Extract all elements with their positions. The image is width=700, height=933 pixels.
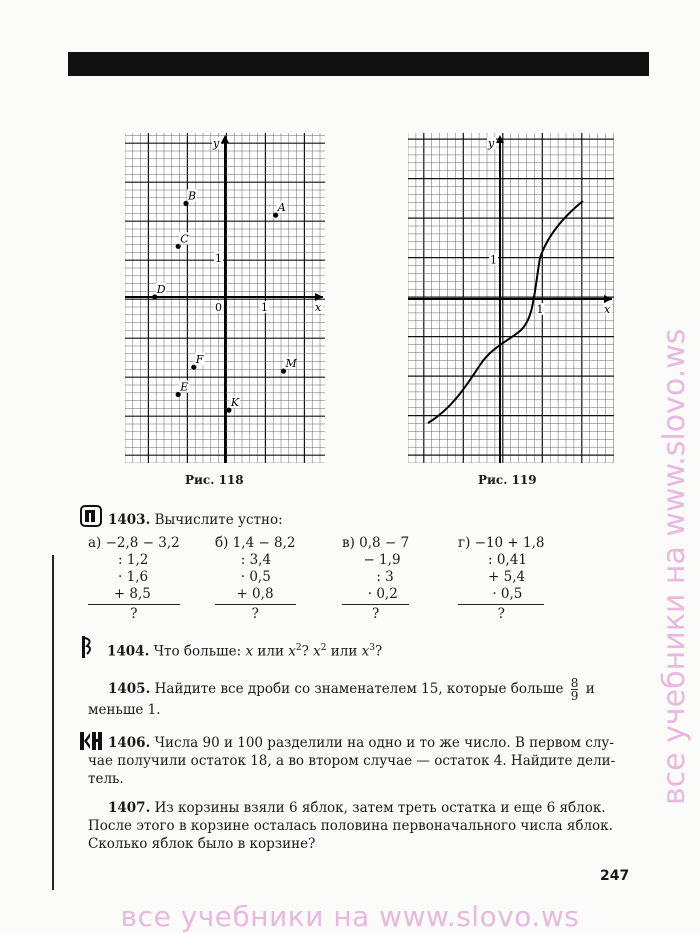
exercise-text: Вычислите устно: (154, 512, 283, 528)
figure-119-caption: Рис. 119 (478, 473, 537, 487)
exercise-number: 1407. (108, 800, 151, 816)
calc-answer: ? (251, 606, 259, 622)
bottom-watermark: все учебники на www.slovo.ws (120, 900, 580, 933)
exercise-number: 1406. (108, 735, 151, 751)
calc-step: + 0,8 (215, 586, 274, 602)
exercise-text: или (253, 643, 289, 660)
exercise-1406-line3: тель. (88, 771, 124, 787)
var: x (313, 643, 321, 660)
origin-label: 0 (215, 301, 222, 314)
fraction-numerator: 8 (570, 676, 579, 690)
calc-step: : 3 (342, 569, 394, 585)
point-label-E: E (180, 380, 189, 394)
calc-step: · 0,5 (458, 586, 523, 602)
calc-rule (215, 604, 296, 605)
calc-rule (88, 604, 180, 605)
exercise-1405 (108, 677, 643, 702)
exp: 2 (295, 643, 302, 653)
calc-step: + 8,5 (88, 586, 151, 602)
calc-step: г) −10 + 1,8 (458, 535, 545, 551)
exercise-text: или (326, 643, 362, 660)
calc-answer: ? (497, 606, 505, 622)
exercise-text: ? (301, 643, 314, 660)
var: x (361, 643, 370, 660)
side-watermark-text: все учебники на www.slovo.ws (657, 328, 692, 805)
exercise-1405-cont: меньше 1. (88, 702, 161, 718)
x-axis-label: x (315, 301, 322, 314)
figure-119-graph (408, 133, 614, 463)
point-label-A: A (277, 201, 286, 215)
exercise-1406-line2: чае получили остаток 18, а во втором случае — остаток 4. Найдите дели- (88, 753, 616, 769)
calc-step: в) 0,8 − 7 (342, 535, 410, 551)
calc-answer: ? (130, 606, 138, 622)
figure-118-caption: Рис. 118 (185, 473, 244, 487)
exercise-1406 (108, 735, 643, 752)
y-axis-label: y (213, 137, 220, 150)
calc-answer: ? (371, 606, 380, 622)
exercise-text: Найдите все дроби со знаменателем 15, которые больше (154, 681, 564, 697)
exercise-text: Что больше: (153, 643, 246, 660)
exercise-text: ? (375, 643, 383, 660)
calc-step: : 0,41 (458, 552, 527, 568)
calc-column (215, 535, 296, 623)
header-bar (68, 52, 649, 76)
calc-step: б) 1,4 − 8,2 (215, 535, 296, 551)
x-unit-label: 1 (536, 303, 544, 316)
point-label-B: B (188, 189, 197, 203)
calc-rule (342, 604, 409, 605)
fraction-denominator: 9 (570, 689, 579, 703)
fraction (571, 677, 579, 702)
exercise-text: и (585, 681, 595, 697)
x-axis-label: x (604, 303, 611, 316)
point-label-D: D (156, 283, 166, 296)
calc-step: − 1,9 (342, 552, 401, 568)
exercise-number: 1405. (108, 681, 151, 697)
exp: 2 (320, 643, 327, 653)
side-watermark (648, 125, 698, 805)
y-unit-label: 1 (215, 252, 222, 265)
page-number: 247 (600, 868, 630, 884)
x-unit-label: 1 (261, 301, 268, 314)
exercise-number: 1403. (108, 512, 151, 528)
calc-step: : 1,2 (88, 552, 149, 568)
y-axis-label: y (488, 137, 495, 150)
exercise-1407 (108, 800, 643, 817)
exercise-1407-line2: После этого в корзине осталась половина первоначального числа яблок. (88, 818, 613, 834)
y-unit-label: 1 (490, 253, 497, 267)
margin-line (52, 555, 54, 890)
exercise-text: Числа 90 и 100 разделили на одно и то же число. В первом слу- (154, 735, 614, 751)
exercise-1404 (107, 640, 662, 661)
calc-step: · 1,6 (88, 569, 149, 585)
point-label-F: F (195, 353, 204, 367)
calc-column (458, 535, 544, 623)
calc-step: · 0,2 (342, 586, 398, 602)
calc-column (342, 535, 409, 623)
var: x (245, 643, 254, 660)
var: x (288, 643, 296, 660)
calc-column (88, 535, 180, 623)
exercise-number: 1404. (107, 643, 150, 660)
think-icon (80, 635, 94, 663)
calc-step: : 3,4 (215, 552, 272, 568)
calc-step: а) −2,8 − 3,2 (88, 535, 180, 551)
exercise-1403 (108, 512, 663, 529)
calc-step: · 0,5 (215, 569, 271, 585)
point-label-C: C (180, 232, 189, 246)
calc-rule (458, 604, 544, 605)
figure-118-graph (125, 133, 325, 463)
exp: 3 (369, 643, 376, 653)
exercise-1407-line3: Сколько яблок было в корзине? (88, 836, 316, 852)
point-label-K: K (230, 396, 240, 410)
point-label-M: M (285, 357, 297, 371)
exercise-text: Из корзины взяли 6 яблок, затем треть остатка и еще 6 яблок. (154, 800, 606, 816)
oral-exercise-icon (80, 505, 102, 531)
calc-step: + 5,4 (458, 569, 526, 585)
